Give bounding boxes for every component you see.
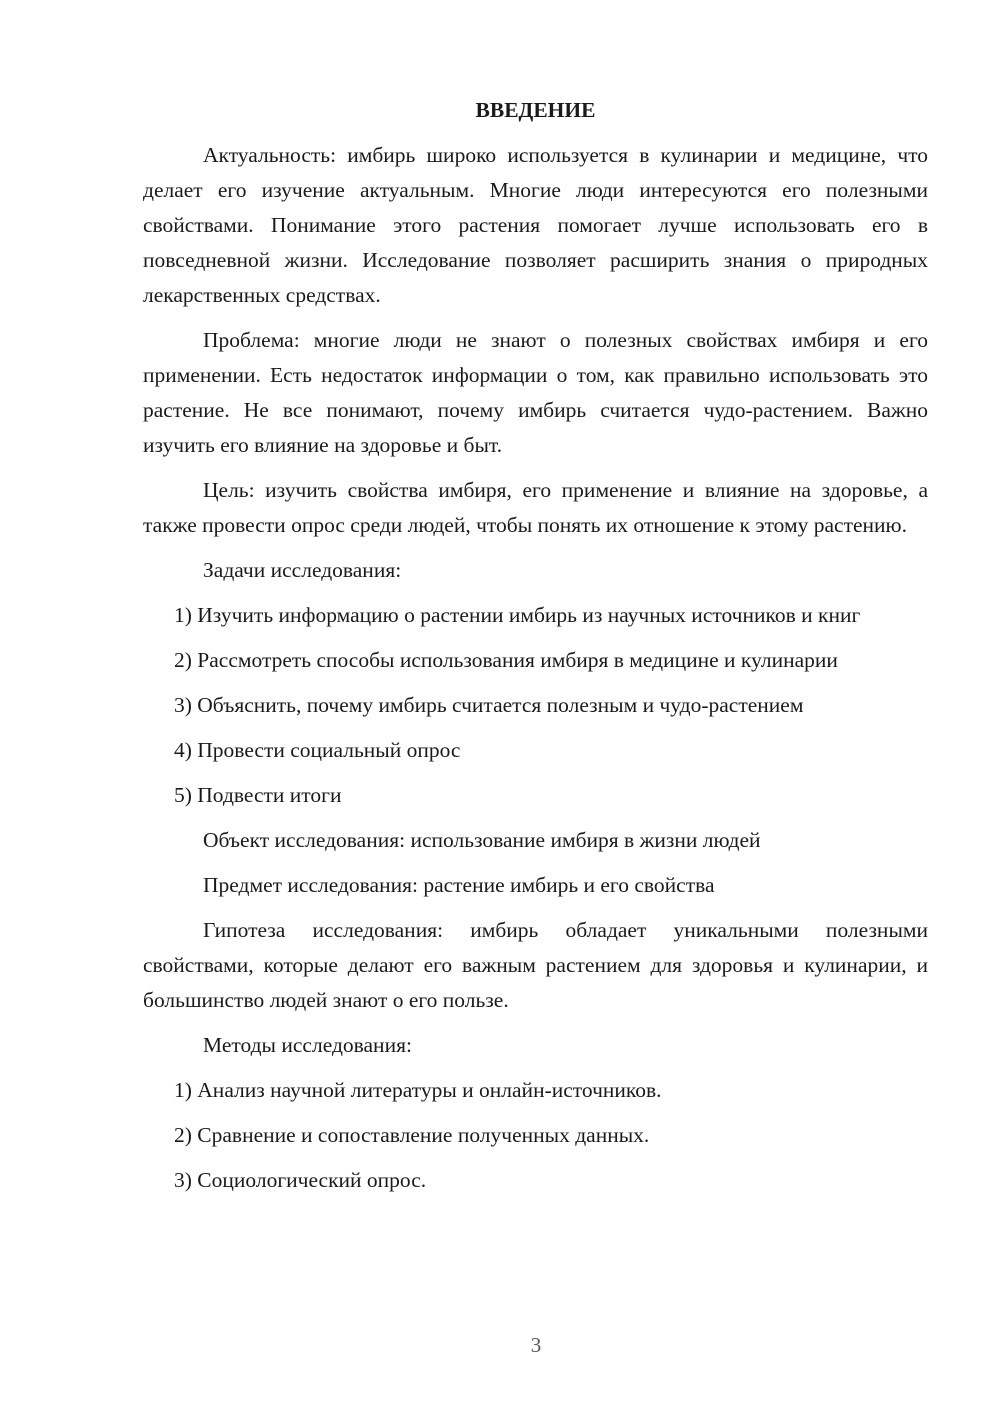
task-item-5: 5) Подвести итоги (174, 783, 342, 807)
problem-paragraph: Проблема: многие люди не знают о полезных свойствах имбиря и его применении. Есть недостаток информации о том, как правильно использовать это растение. Не все понимают, почему имбирь считается чудо-растением. Важно изучить его влияние на здоровье и быт. (143, 328, 928, 457)
task-item-1: 1) Изучить информацию о растении имбирь из научных источников и книг (174, 603, 861, 627)
task-item-3: 3) Объяснить, почему имбирь считается полезным и чудо-растением (174, 693, 804, 717)
method-item-1: 1) Анализ научной литературы и онлайн-источников. (174, 1078, 662, 1102)
relevance-paragraph: Актуальность: имбирь широко используется в кулинарии и медицине, что делает его изучение актуальным. Многие люди интересуются его полезными свойствами. Понимание этого растения помогает лучше использовать его в повседневной жизни. Исследование позволяет расширить знания о природных лекарственных средствах. (143, 143, 928, 307)
document-page (143, 93, 928, 1208)
section-heading: ВВЕДЕНИЕ (475, 98, 596, 122)
page-number: 3 (530, 1333, 542, 1357)
task-item-2: 2) Рассмотреть способы использования имбиря в медицине и кулинарии (174, 648, 838, 672)
research-object: Объект исследования: использование имбиря в жизни людей (203, 828, 761, 852)
goal-paragraph: Цель: изучить свойства имбиря, его применение и влияние на здоровье, а также провести опрос среди людей, чтобы понять их отношение к этому растению. (143, 478, 928, 537)
hypothesis-paragraph: Гипотеза исследования: имбирь обладает уникальными полезными свойствами, которые делают его важным растением для здоровья и кулинарии, и большинство людей знают о его пользе. (143, 918, 928, 1012)
tasks-title: Задачи исследования: (203, 558, 402, 582)
research-subject: Предмет исследования: растение имбирь и его свойства (203, 873, 715, 897)
task-item-4: 4) Провести социальный опрос (174, 738, 461, 762)
methods-title: Методы исследования: (203, 1033, 412, 1057)
method-item-2: 2) Сравнение и сопоставление полученных данных. (174, 1123, 650, 1147)
method-item-3: 3) Социологический опрос. (174, 1168, 427, 1192)
